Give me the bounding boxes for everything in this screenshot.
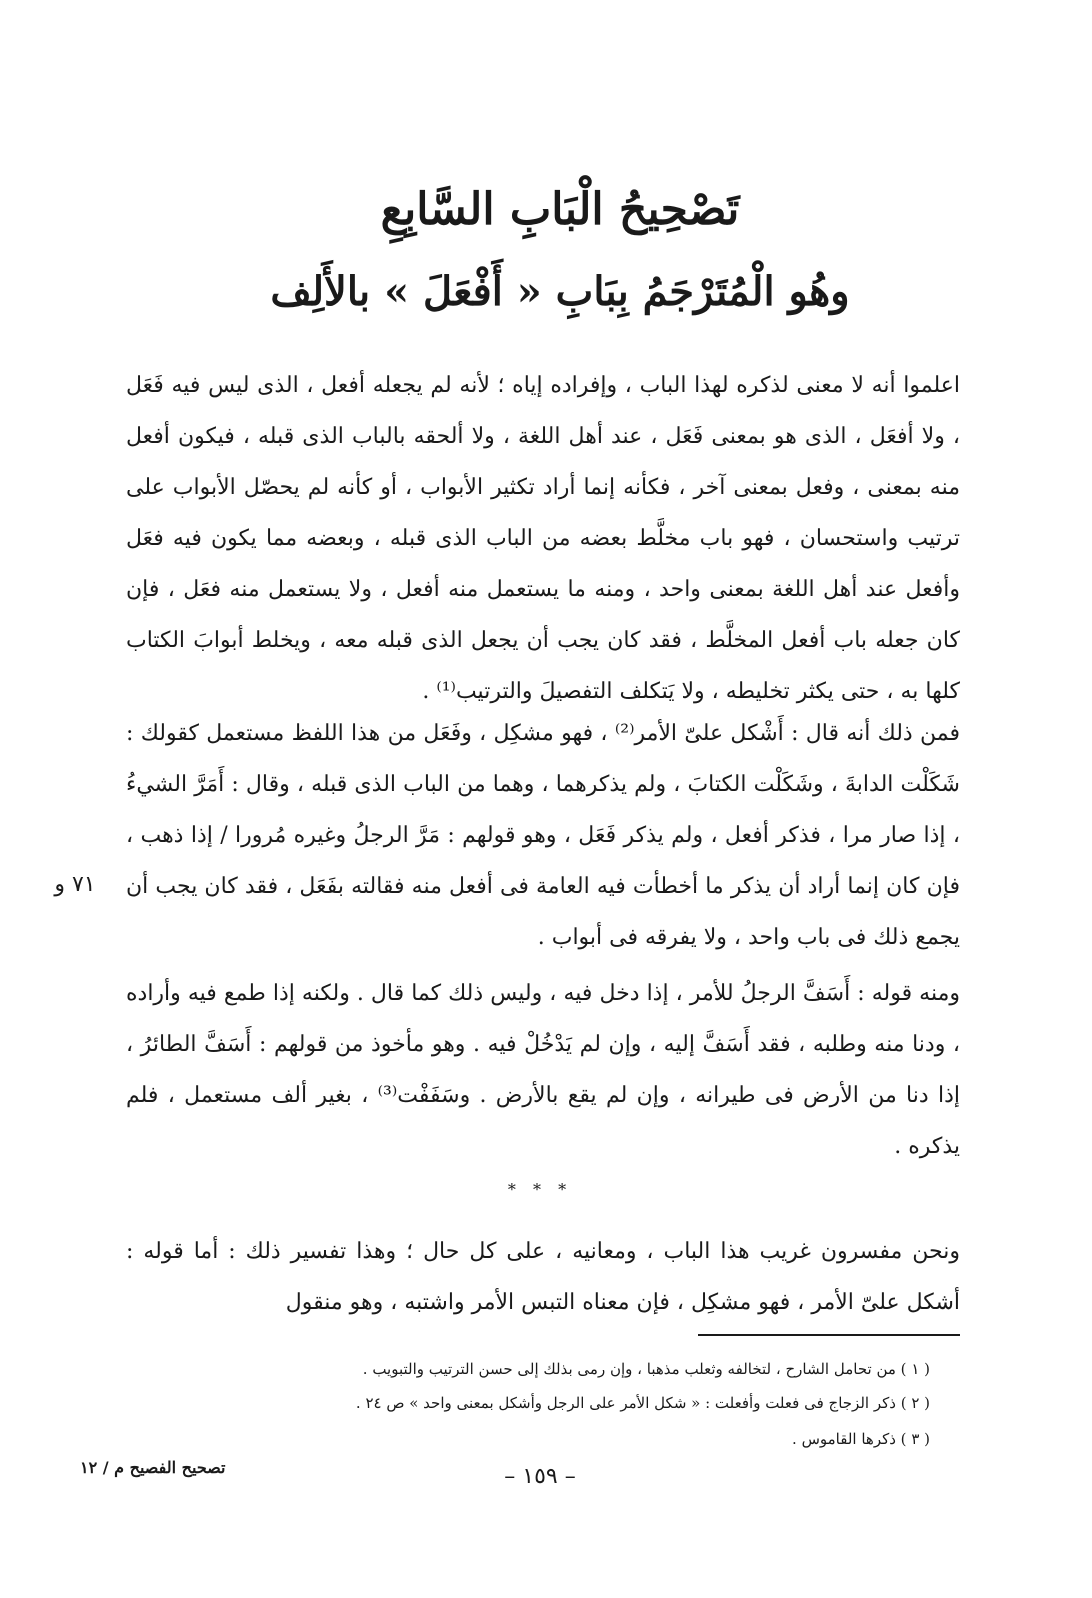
chapter-title: تَصْحِيحُ الْبَابِ السَّابِعِ — [380, 184, 740, 235]
body-paragraph-4: ونحن مفسرون غريب هذا الباب ، ومعانيه ، على كل حال ؛ وهذا تفسير ذلك : أما قوله : أشكل علىّ الأمر ، فهو مشكِل ، فإن معناه التبس الأمر واشتبه ، وهو منقول — [126, 1239, 960, 1315]
manuscript-folio-note: ٧١ و — [54, 872, 96, 897]
footnote-rule — [698, 1334, 960, 1336]
chapter-subtitle: وهُو الْمُتَرْجَمُ بِبَابِ « أَفْعَلَ » بالأَلِف — [270, 268, 850, 315]
body-paragraph-3: ومنه قوله : أَسَفَّ الرجلُ للأمر ، إذا دخل فيه ، وليس ذلك كما قال . ولكنه إذا طمع فيه وأراده ، ودنا منه وطلبه ، فقد أَسَفَّ إليه ، وإن لم يَدْخُلْ فيه . وهو مأخوذ من قولهم : أَسَفَّ الطائرُ ، إذا دنا من الأرض فى طيرانه ، وإن لم يقع بالأرض . وسَفَفْت⁽³⁾ ، بغير ألف مستعمل ، فلم يذكره . — [126, 981, 960, 1159]
page-number: – ١٥٩ – — [504, 1464, 576, 1489]
section-separator: * * * — [507, 1180, 573, 1199]
signature-mark: تصحيح الفصيح م / ١٢ — [80, 1458, 226, 1477]
footnote-2: ( ٢ ) ذكر الزجاج فى فعلت وأفعلت : « شكل الأمر على الرجل وأشكل بمعنى واحد » ص ٢٤ . — [355, 1394, 930, 1412]
footnote-3: ( ٣ ) ذكرها القاموس . — [792, 1430, 930, 1448]
body-paragraph-2: فمن ذلك أنه قال : أَشْكل علىّ الأمر⁽²⁾ ، فهو مشكِل ، وفَعَل من هذا اللفظ مستعمل كقولك : شَكَلْت الدابةَ ، وشَكَلْت الكتابَ ، ولم يذكرهما ، وهما من الباب الذى قبله ، وقال : أَمَرَّ الشيءُ ، إذا صار مرا ، فذكر أفعل ، ولم يذكر فَعَل ، وهو قولهم : مَرَّ الرجلُ وغيره مُرورا / إذا ذهب ، فإن كان إنما أراد أن يذكر ما أخطأت فيه العامة فى أفعل منه فقالته بفَعَل ، فقد كان يجب أن يجمع ذلك فى باب واحد ، ولا يفرقه فى أبواب . — [126, 721, 960, 950]
footnote-1: ( ١ ) من تحامل الشارح ، لتخالفه وثعلب مذهبا ، وإن رمى بذلك إلى حسن الترتيب والتبويب . — [362, 1360, 930, 1378]
body-paragraph-1: اعلموا أنه لا معنى لذكره لهذا الباب ، وإفراده إياه ؛ لأنه لم يجعله أفعل ، الذى ليس فيه فَعَل ، ولا أفعَل ، الذى هو بمعنى فَعَل ، عند أهل اللغة ، ولا ألحقه بالباب الذى قبله ، فيكون أفعل منه بمعنى ، وفعل بمعنى آخر ، فكأنه إنما أراد تكثير الأبواب ، أو كأنه لم يحصّل الأبواب على ترتيب واستحسان ، فهو باب مخلَّط بعضه من الباب الذى قبله ، وبعضه مما يكون فيه فعَل وأفعل عند أهل اللغة بمعنى واحد ، ومنه ما يستعمل منه أفعل ، ولا يستعمل منه فعَل ، فإن كان جعله باب أفعل المخلَّط ، فقد كان يجب أن يجعل الذى قبله معه ، ويخلط أبوابَ الكتاب كلها به ، حتى يكثر تخليطه ، ولا يَتكلف التفصيلَ والترتيب⁽¹⁾ . — [126, 373, 960, 704]
